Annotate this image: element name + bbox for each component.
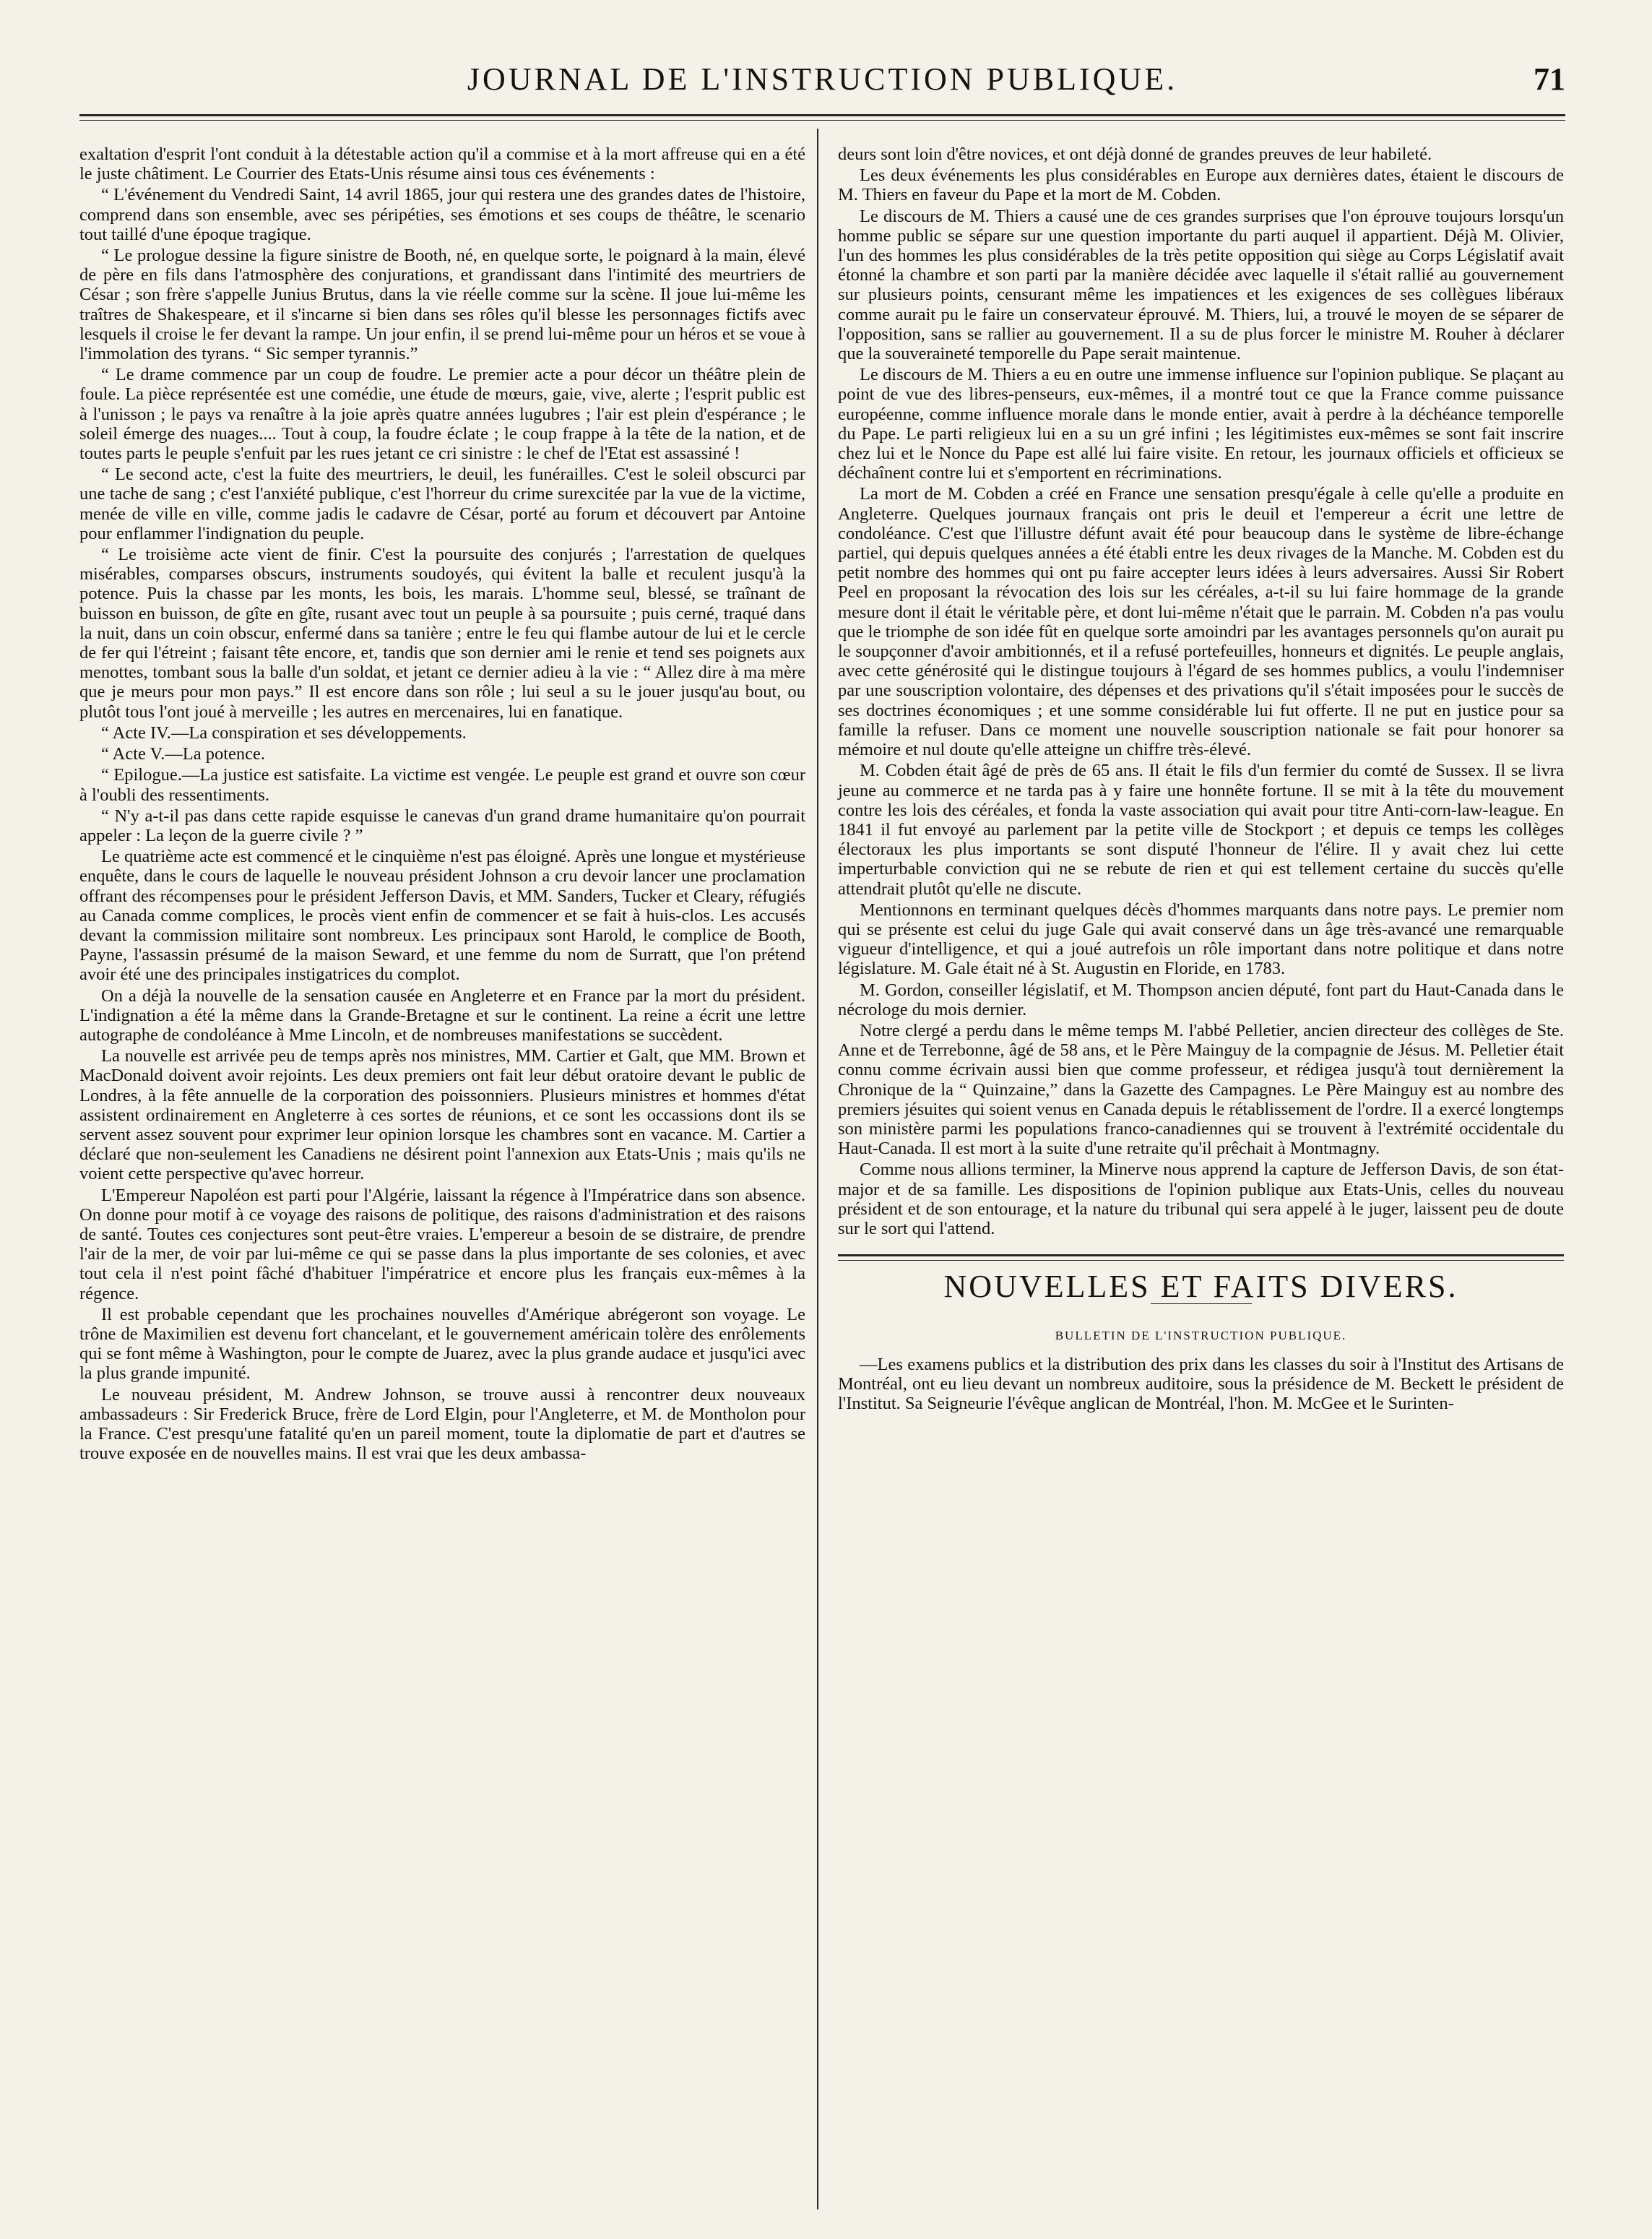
paragraph: Il est probable cependant que les prochaines nouvelles d'Amérique abrégeront son voyage. Le trône de Maximilien est devenu fort chancelant, et le gouvernement américain tolère des enrôlements qui se font même à Washington, pour le compte de Juarez, avec la plus grande audace et jusqu'ici avec la plus grande impunité.	[79, 1304, 805, 1384]
paragraph: On a déjà la nouvelle de la sensation causée en Angleterre et en France par la mort du président. L'indignation a été la même dans la Grande-Bretagne et sur le continent. La reine a écrit une lettre autographe de condoléance à Mme Lincoln, et de nombreuses manifestations se succèdent.	[79, 985, 805, 1045]
paragraph: “ Le drame commence par un coup de foudre. Le premier acte a pour décor un théâtre plein de foule. La pièce représentée est une comédie, une étude de mœurs, gaie, vive, alerte ; l'esprit public est à l'unisson ; le pays va renaître à la joie après quatre années lugubres ; l'air est plein d'espérance ; le soleil émerge des nuages.... Tout à coup, la foudre éclate ; le coup frappe à la tête de la nation, et de toutes parts le peuple s'enfuit par les rues jetant ce cri sinistre : le chef de l'Etat est assassiné !	[79, 365, 805, 464]
paragraph: “ Acte V.—La potence.	[101, 744, 266, 764]
paragraph: “ Epilogue.—La justice est satisfaite. La victime est vengée. Le peuple est grand et ouvre son cœur à l'oubli des ressentiments.	[79, 765, 805, 805]
paragraph: Le discours de M. Thiers a eu en outre une immense influence sur l'opinion publique. Se plaçant au point de vue des libres-penseurs, eux-mêmes, il a montré tout ce que la France comme puissance européenne, comme influence morale dans le monde entier, avait à perdre à la déchéance temporelle du Pape. Le parti religieux lui en a su un gré infini ; les légitimistes eux-mêmes se sont fait inscrire chez lui et le Nonce du Pape est allé lui faire visite. En retour, les journaux officiels et officieux se déchaînent contre lui et s'emportent en récriminations.	[838, 365, 1564, 483]
paragraph: —Les examens publics et la distribution des prix dans les classes du soir à l'Institut des Artisans de Montréal, ont eu lieu devant un nombreux auditoire, sous la présidence de M. Beckett le président de l'Institut. Sa Seigneurie l'évêque anglican de Montréal, l'hon. M. McGee et le Surinten-	[838, 1354, 1564, 1413]
left-column	[79, 144, 805, 1464]
header-rule	[79, 114, 1565, 116]
paragraph: M. Cobden était âgé de près de 65 ans. Il était le fils d'un fermier du comté de Sussex. Il se livra jeune au commerce et ne tarda pas à y faire une honnête fortune. Il se mit à la tête du mouvement contre les lois des céréales, et fonda la vaste association qui avait pour titre Anti-corn-law-league. En 1841 il fut envoyé au parlement par la petite ville de Stockport ; et depuis ce temps les collèges électoraux les plus importants se sont disputé l'honneur de l'élire. Il y avait chez lui cette imperturbable conviction qui ne se rebute de rien et qui est tellement certaine du succès qu'elle attendrait plutôt qu'elle ne discute.	[838, 761, 1564, 899]
paragraph: Le discours de M. Thiers a causé une de ces grandes surprises que l'on éprouve toujours lorsqu'un homme public se sépare sur une question importante du parti auquel il appartient. Déjà M. Olivier, l'un des hommes les plus considérables de la très petite opposition qui siège au Corps Législatif avait étonné la chambre et son parti par la manière décidée avec laquelle il s'était rallié au gouvernement sur plusieurs points, censurant même les impatiences et les exigences de ses collègues libéraux comme aurait pu le faire un conservateur éprouvé. M. Thiers, lui, a trouvé le moyen de se séparer de l'opposition, sans se rallier au gouvernement. Il a su de plus forcer le ministre M. Rouher à déclarer que la souveraineté temporelle du Pape serait maintenue.	[838, 206, 1564, 364]
paragraph: “ Le prologue dessine la figure sinistre de Booth, né, en quelque sorte, le poignard à la main, élevé de père en fils dans l'atmosphère des conjurations, et grandissant dans l'intimité des meurtriers de César ; son frère s'appelle Junius Brutus, dans la vie réelle comme sur la scène. Il joue lui-même les traîtres de Shakespeare, et il s'incarne si bien dans ses rôles qu'il blesse les personnages fictifs avec lesquels il croise le fer devant la rampe. Un jour enfin, il se prend lui-même pour un héros et se voue à l'immolation des tyrans. “ Sic semper tyrannis.”	[79, 246, 805, 364]
paragraph: La nouvelle est arrivée peu de temps après nos ministres, MM. Cartier et Galt, que MM. Brown et MacDonald doivent avoir rejoints. Les deux premiers ont fait leur début oratoire devant le public de Londres, à la fête annuelle de la corporation des poissonniers. Plusieurs ministres et hommes d'état assistent ordinairement en Angleterre à ces sortes de réunions, et ce sont les occassions dont ils se servent assez souvent pour exprimer leur opinion lorsque les chambres sont en vacance. M. Cartier a déclaré que non-seulement les Canadiens ne désirent point l'annexion aux Etats-Unis ; mais qu'ils ne voient cette perspective qu'avec horreur.	[79, 1046, 805, 1184]
paragraph: Les deux événements les plus considérables en Europe aux dernières dates, étaient le discours de M. Thiers en faveur du Pape et la mort de M. Cobden.	[838, 165, 1564, 205]
column-divider	[817, 129, 818, 2209]
paragraph: “ N'y a-t-il pas dans cette rapide esquisse le canevas d'un grand drame humanitaire qu'on pourrait appeler : La leçon de la guerre civile ? ”	[79, 806, 805, 845]
page-number: 71	[1534, 61, 1565, 97]
paragraph: M. Gordon, conseiller législatif, et M. Thompson ancien député, font part du Haut-Canada dans le nécrologe du mois dernier.	[838, 980, 1564, 1019]
right-column	[838, 144, 1564, 1415]
paragraph: Le nouveau président, M. Andrew Johnson, se trouve aussi à rencontrer deux nouveaux ambassadeurs : Sir Frederick Bruce, frère de Lord Elgin, pour l'Angleterre, et M. de Montholon pour la France. C'est presqu'une fatalité qu'en un pareil moment, toute la diplomatie de part et d'autres se trouve exposée en de nouvelles mains. Il est vrai que les deux ambassa-	[79, 1384, 805, 1464]
paragraph: Mentionnons en terminant quelques décès d'hommes marquants dans notre pays. Le premier nom qui se présente est celui du juge Gale qui avait conservé dans un âge très-avancé une remarquable vigueur d'intelligence, et qui a joué autrefois un rôle important dans notre politique et dans notre législature. M. Gale était né à St. Augustin en Floride, en 1783.	[838, 900, 1564, 979]
paragraph: deurs sont loin d'être novices, et ont déjà donné de grandes preuves de leur habileté.	[838, 144, 1432, 164]
paragraph: “ L'événement du Vendredi Saint, 14 avril 1865, jour qui restera une des grandes dates de l'histoire, comprend dans son ensemble, avec ses péripéties, ses émotions et ses coups de théâtre, le scenario tout taillé d'une époque tragique.	[79, 185, 805, 244]
section-rule	[838, 1254, 1564, 1256]
section-title: NOUVELLES ET FAITS DIVERS.	[943, 1269, 1458, 1305]
paragraph: L'Empereur Napoléon est parti pour l'Algérie, laissant la régence à l'Impératrice dans son absence. On donne pour motif à ce voyage des raisons de politique, des raisons d'administration et des raisons de santé. Toutes ces conjectures sont peut-être vraies. L'empereur a besoin de se distraire, de prendre l'air de la mer, de voir par lui-même ce qui se passe dans la plus importante de ses colonies, et avec tout cela il n'est point fâché d'habituer l'impératrice et encore plus les français eux-mêmes à la régence.	[79, 1185, 805, 1303]
section-rule-thin	[838, 1260, 1564, 1261]
running-head	[79, 61, 1565, 111]
paragraph: Notre clergé a perdu dans le même temps M. l'abbé Pelletier, ancien directeur des collèges de Ste. Anne et de Terrebonne, âgé de 58 ans, et le Père Mainguy de la compagnie de Jésus. M. Pelletier était connu comme écrivain aussi bien que comme professeur, et rédigea jusqu'à tout dernièrement la Chronique de la “ Quinzaine,” dans la Gazette des Campagnes. Le Père Mainguy est au nombre des premiers jésuites qui soient venus en Canada depuis le rétablissement de l'ordre. Il a exercé longtemps son ministère parmi les populations franco-canadiennes qui se trouvent à l'extrémité occidentale du Haut-Canada. Il est mort à la suite d'une retraite qu'il prêchait à Montmagny.	[838, 1020, 1564, 1159]
paragraph: “ Le troisième acte vient de finir. C'est la poursuite des conjurés ; l'arrestation de quelques misérables, comparses obscurs, instruments soudoyés, qui évitent la balle et reculent jusqu'à la potence. Puis la chasse par les monts, les bois, les marais. L'homme seul, blessé, se traînant de buisson en buisson, de gîte en gîte, rusant avec tout un peuple à sa poursuite ; puis cerné, traqué dans la nuit, dans un coin obscur, enfermé dans sa tanière ; entre le feu qui flambe autour de lui et le cercle de fer qui l'étreint ; faisant tête encore, et, tandis que son dernier ami le renie et tend ses poignets aux menottes, tombant sous la balle d'un soldat, et jetant ce dernier adieu à la vie : “ Allez dire à ma mère que je meurs pour mon pays.” Il est encore dans son rôle ; lui seul a su le jouer jusqu'au bout, ou plutôt tous l'ont joué à merveille ; les autres en mercenaires, lui en fanatique.	[79, 545, 805, 722]
header-rule-thin	[79, 120, 1565, 121]
paragraph: Comme nous allions terminer, la Minerve nous apprend la capture de Jefferson Davis, de son état-major et de sa famille. Les dispositions de l'opinion publique aux Etats-Unis, celles du nouveau président et de son entourage, et la nature du tribunal qui sera appelé à le juger, laissent peu de doute sur le sort qui l'attend.	[838, 1160, 1564, 1238]
subheading: BULLETIN DE L'INSTRUCTION PUBLIQUE.	[1055, 1329, 1347, 1343]
paragraph: Le quatrième acte est commencé et le cinquième n'est pas éloigné. Après une longue et mystérieuse enquête, dans le cours de laquelle le nouveau président Johnson a cru devoir lancer une proclamation offrant des récompenses pour le président Jefferson Davis, et MM. Sanders, Tucker et Cleary, réfugiés au Canada comme complices, le procès vient enfin de commencer et se fait à huis-clos. Les accusés devant la commission militaire sont nombreux. Les principaux sont Harold, le complice de Booth, Payne, l'assassin présumé de la maison Seward, et une femme du nom de Surratt, que l'on prétend avoir été une des principales instigatrices du complot.	[79, 847, 805, 985]
paragraph: La mort de M. Cobden a créé en France une sensation presqu'égale à celle qu'elle a produite en Angleterre. Quelques journaux français ont pris le deuil et l'empereur a écrit une lettre de condoléance. C'est que l'illustre défunt avait été pour beaucoup dans le système de libre-échange partiel, qui depuis quelques années a été établi entre les deux rivages de la Manche. M. Cobden est du petit nombre des hommes qui ont pu faire accepter leurs idées à leurs adversaires. Aussi Sir Robert Peel en proposant la révocation des lois sur les céréales, a-t-il su lui faire hommage de la grande mesure dont il était le véritable père, et dont lui-même n'était que le parrain. M. Cobden n'a pas voulu que le triomphe de son idée fût en quelque sorte amoindri par les avantages personnels qu'on aurait pu le soupçonner d'avoir ambitionnés, et il a refusé portefeuilles, honneurs et dignités. Le peuple anglais, avec cette générosité qui le distingue toujours à l'égard de ses hommes publics, a voulu l'indemniser par une souscription volontaire, des dépenses et des privations qu'il s'était imposées pour le succès de ses doctrines économiques ; et une somme considérable lui fut offerte. Il ne put en justice pour sa famille la refuser. Dans ce moment une nouvelle souscription nationale se fait pour honorer sa mémoire et nul doute qu'elle atteigne un chiffre très-élevé.	[838, 484, 1564, 760]
paragraph: “ Acte IV.—La conspiration et ses développements.	[101, 722, 467, 743]
paragraph: exaltation d'esprit l'ont conduit à la détestable action qu'il a commise et à la mort affreuse qui en a été le juste châtiment. Le Courrier des Etats-Unis résume ainsi tous ces événements :	[79, 144, 805, 184]
journal-title: JOURNAL DE L'INSTRUCTION PUBLIQUE.	[467, 61, 1178, 97]
paragraph: “ Le second acte, c'est la fuite des meurtriers, le deuil, les funérailles. C'est le soleil obscurci par une tache de sang ; c'est l'anxiété publique, c'est l'horreur du crime surexcitée par la vue de la victime, menée de ville en ville, comme jadis le cadavre de César, porté au forum et découvert par Antoine pour enflammer l'indignation du peuple.	[79, 465, 805, 543]
